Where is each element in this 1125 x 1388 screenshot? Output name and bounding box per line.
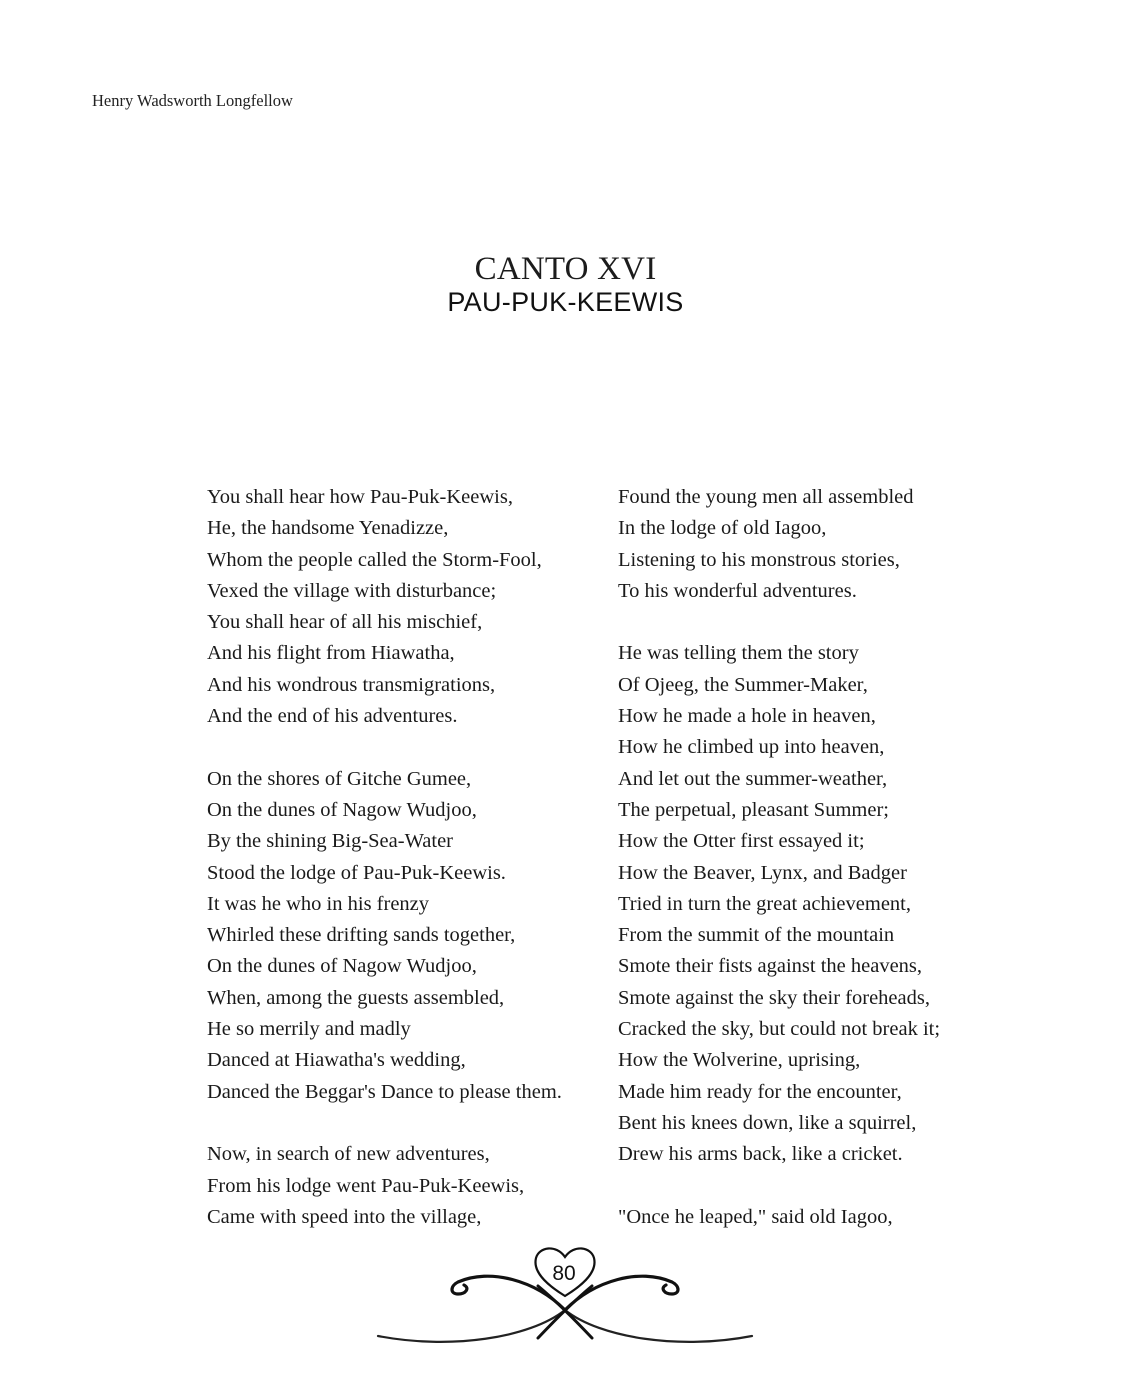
poem-line: By the shining Big-Sea-Water bbox=[207, 830, 454, 853]
poem-line: Tried in turn the great achievement, bbox=[618, 892, 911, 915]
poem-line: How the Otter first essayed it; bbox=[618, 830, 865, 853]
page-number: 80 bbox=[552, 1262, 576, 1285]
poem-line: Bent his knees down, like a squirrel, bbox=[618, 1111, 917, 1134]
canto-title: PAU-PUK-KEEWIS bbox=[447, 287, 684, 317]
poem-line: Found the young men all assembled bbox=[618, 486, 914, 508]
running-header-author: Henry Wadsworth Longfellow bbox=[92, 91, 293, 110]
poem-line: And the end of his adventures. bbox=[207, 705, 458, 728]
poem-line: Now, in search of new adventures, bbox=[207, 1143, 490, 1166]
poem-line: To his wonderful adventures. bbox=[618, 579, 857, 602]
poem-line: You shall hear of all his mischief, bbox=[207, 611, 483, 634]
poem-line: And his flight from Hiawatha, bbox=[207, 642, 455, 665]
poem-line: How he climbed up into heaven, bbox=[618, 736, 885, 759]
poem-line: How the Wolverine, uprising, bbox=[618, 1049, 861, 1072]
poem-line: On the dunes of Nagow Wudjoo, bbox=[207, 798, 477, 821]
poem-line: Listening to his monstrous stories, bbox=[618, 548, 900, 571]
poem-line: From the summit of the mountain bbox=[618, 924, 895, 947]
poem-line: You shall hear how Pau-Puk-Keewis, bbox=[207, 486, 513, 508]
stanza-break bbox=[618, 607, 1018, 638]
stanza-break bbox=[207, 732, 607, 763]
poem-line: Whom the people called the Storm-Fool, bbox=[207, 548, 542, 571]
heart-swirl-ornament-icon bbox=[370, 1238, 760, 1368]
poem-line: Stood the lodge of Pau-Puk-Keewis. bbox=[207, 861, 506, 884]
poem-line: Danced the Beggar's Dance to please them. bbox=[207, 1080, 562, 1103]
poem-line: Of Ojeeg, the Summer-Maker, bbox=[618, 673, 868, 696]
poem-line: Smote their fists against the heavens, bbox=[618, 955, 923, 978]
poem-line: Came with speed into the village, bbox=[207, 1205, 482, 1228]
poem-line: Made him ready for the encounter, bbox=[618, 1080, 902, 1103]
poem-line: How the Beaver, Lynx, and Badger bbox=[618, 861, 907, 884]
poem-line: And let out the summer-weather, bbox=[618, 767, 888, 790]
stanza-break bbox=[618, 1171, 1018, 1202]
poem-line: The perpetual, pleasant Summer; bbox=[618, 798, 889, 821]
poem-line: Danced at Hiawatha's wedding, bbox=[207, 1049, 466, 1072]
stanza-break bbox=[207, 1108, 607, 1139]
poem-line: How he made a hole in heaven, bbox=[618, 705, 876, 728]
canto-number: CANTO XVI bbox=[474, 251, 657, 287]
poem-line: "Once he leaped," said old Iagoo, bbox=[618, 1205, 893, 1228]
poem-line: Whirled these drifting sands together, bbox=[207, 924, 516, 947]
poem-line: On the dunes of Nagow Wudjoo, bbox=[207, 955, 477, 978]
poem-line: Smote against the sky their foreheads, bbox=[618, 986, 930, 1009]
poem-line: And his wondrous transmigrations, bbox=[207, 673, 496, 696]
poem-line: Vexed the village with disturbance; bbox=[207, 579, 497, 602]
canto-title-block bbox=[0, 251, 1125, 317]
poem-column-right bbox=[618, 482, 1018, 1233]
poem-line: When, among the guests assembled, bbox=[207, 986, 505, 1009]
poem-line: It was he who in his frenzy bbox=[207, 892, 430, 915]
poem-line: In the lodge of old Iagoo, bbox=[618, 517, 827, 540]
poem-line: He so merrily and madly bbox=[207, 1018, 411, 1041]
poem-line: He was telling them the story bbox=[618, 642, 859, 665]
poem-line: From his lodge went Pau-Puk-Keewis, bbox=[207, 1174, 525, 1197]
poem-line: He, the handsome Yenadizze, bbox=[207, 517, 449, 540]
poem-line: On the shores of Gitche Gumee, bbox=[207, 767, 472, 790]
poem-line: Cracked the sky, but could not break it; bbox=[618, 1018, 941, 1041]
poem-column-left bbox=[207, 482, 607, 1233]
poem-line: Drew his arms back, like a cricket. bbox=[618, 1143, 903, 1166]
